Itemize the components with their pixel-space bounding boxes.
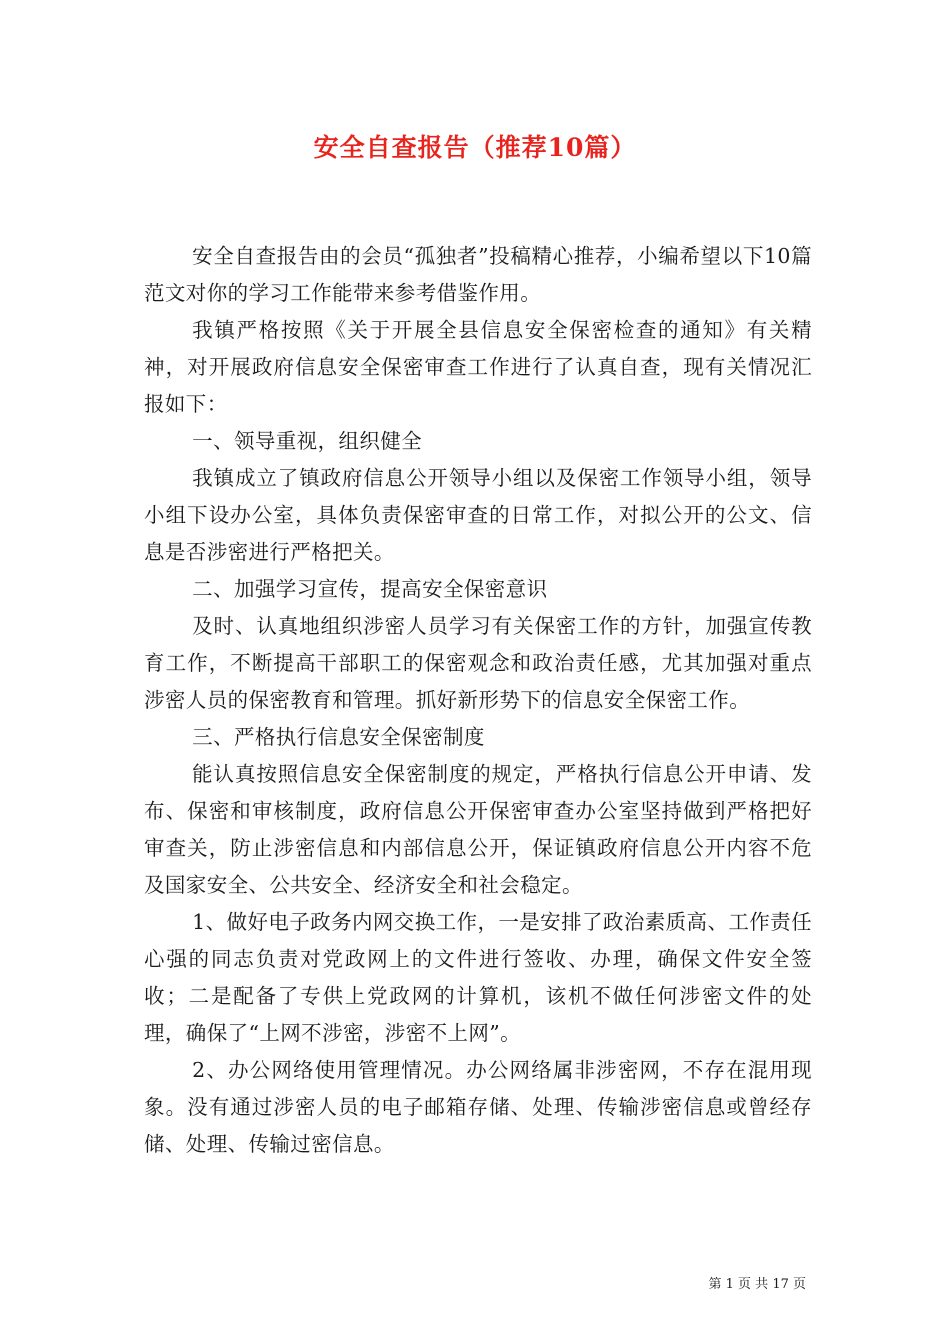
page-number: 第 1 页 共 17 页 [708,1277,806,1292]
paragraph-opening: 我镇严格按照《关于开展全县信息安全保密检查的通知》有关精神，对开展政府信息安全保密审查工作进行了认真自查，现有关情况汇报如下： [144,318,812,416]
paragraph-intro: 安全自查报告由的会员“孤独者”投稿精心推荐，小编希望以下10篇范文对你的学习工作能带来参考借鉴作用。 [144,244,812,305]
section-heading-2: 二、加强学习宣传，提高安全保密意识 [192,577,548,601]
document-body [144,238,812,1163]
paragraph-item-1: 1、做好电子政务内网交换工作，一是安排了政治素质高、工作责任心强的同志负责对党政网上的文件进行签收、办理，确保文件安全签收；二是配备了专供上党政网的计算机，该机不做任何涉密文件的处理，确保了“上网不涉密，涉密不上网”。 [144,910,812,1045]
paragraph-section-2: 及时、认真地组织涉密人员学习有关保密工作的方针，加强宣传教育工作，不断提高干部职工的保密观念和政治责任感，尤其加强对重点涉密人员的保密教育和管理。抓好新形势下的信息安全保密工作。 [144,614,812,712]
section-heading-1: 一、领导重视，组织健全 [192,429,423,453]
document-title: 安全自查报告（推荐10篇） [313,133,637,162]
paragraph-item-2: 2、办公网络使用管理情况。办公网络属非涉密网，不存在混用现象。没有通过涉密人员的电子邮箱存储、处理、传输涉密信息或曾经存储、处理、传输过密信息。 [144,1058,812,1156]
paragraph-section-3: 能认真按照信息安全保密制度的规定，严格执行信息公开申请、发布、保密和审核制度，政府信息公开保密审查办公室坚持做到严格把好审查关，防止涉密信息和内部信息公开，保证镇政府信息公开内容不危及国家安全、公共安全、经济安全和社会稳定。 [144,762,812,897]
section-heading-3: 三、严格执行信息安全保密制度 [192,725,485,749]
paragraph-section-1: 我镇成立了镇政府信息公开领导小组以及保密工作领导小组，领导小组下设办公室，具体负责保密审查的日常工作，对拟公开的公文、信息是否涉密进行严格把关。 [144,466,812,564]
